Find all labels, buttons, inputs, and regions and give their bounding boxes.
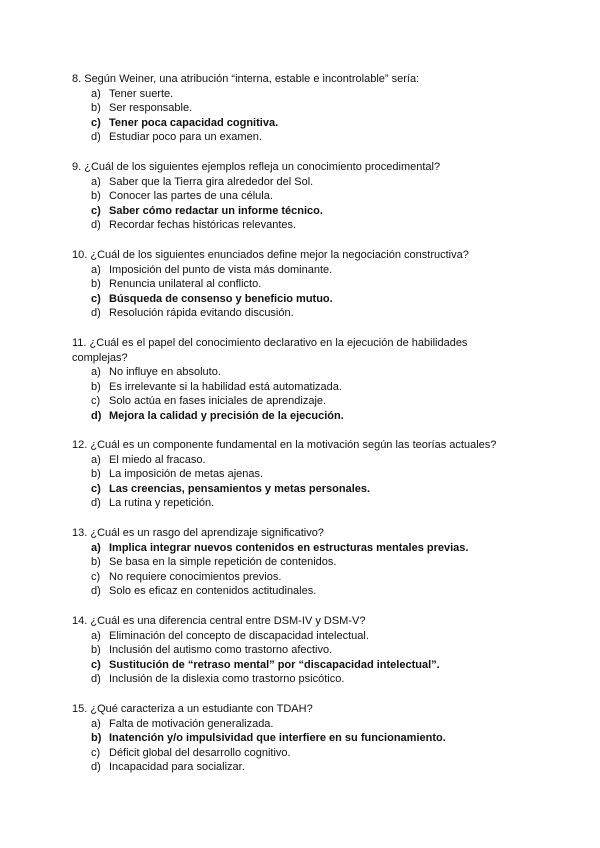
option-b — [72, 380, 512, 395]
option-b — [72, 643, 512, 658]
option-letter: d) — [91, 761, 101, 774]
option-text: Implica integrar nuevos contenidos en estructuras mentales previas. — [109, 541, 469, 554]
option-letter: b) — [91, 556, 101, 569]
option-a — [72, 365, 512, 380]
options-list — [72, 629, 512, 687]
option-letter: d) — [91, 585, 101, 598]
question-14 — [72, 614, 512, 687]
option-text: Inclusión de la dislexia como trastorno psicótico. — [109, 673, 345, 686]
option-letter: c) — [91, 116, 101, 129]
options-list — [72, 717, 512, 775]
option-text: Se basa en la simple repetición de contenidos. — [109, 556, 337, 569]
option-b — [72, 189, 512, 204]
option-text: Solo es eficaz en contenidos actitudinales. — [109, 585, 317, 598]
option-d-correct — [72, 409, 512, 424]
option-a — [72, 453, 512, 468]
option-c — [72, 746, 512, 761]
question-10 — [72, 248, 512, 321]
option-letter: b) — [91, 102, 101, 115]
option-d — [72, 672, 512, 687]
option-d — [72, 496, 512, 511]
question-text: 13. ¿Cuál es un rasgo del aprendizaje significativo? — [72, 527, 324, 539]
question-8 — [72, 72, 512, 145]
option-text: Saber cómo redactar un informe técnico. — [109, 204, 323, 217]
options-list — [72, 175, 512, 233]
question-9 — [72, 160, 512, 233]
question-text: 9. ¿Cuál de los siguientes ejemplos refleja un conocimiento procedimental? — [72, 161, 441, 173]
option-text: Mejora la calidad y precisión de la ejecución. — [109, 409, 344, 422]
option-b — [72, 277, 512, 292]
option-text: Falta de motivación generalizada. — [109, 717, 274, 730]
options-list — [72, 87, 512, 145]
option-letter: d) — [91, 497, 101, 510]
option-d — [72, 584, 512, 599]
option-letter: b) — [91, 278, 101, 291]
option-letter: a) — [91, 175, 101, 188]
option-text: Tener poca capacidad cognitiva. — [109, 116, 279, 129]
option-d — [72, 760, 512, 775]
option-letter: a) — [91, 263, 101, 276]
option-c-correct — [72, 292, 512, 307]
option-text: El miedo al fracaso. — [109, 453, 206, 466]
question-12 — [72, 438, 512, 511]
option-b — [72, 101, 512, 116]
option-text: Inatención y/o impulsividad que interfiere en su funcionamiento. — [109, 732, 446, 745]
option-letter: a) — [91, 629, 101, 642]
option-text: Renuncia unilateral al conflicto. — [109, 278, 262, 291]
option-text: Es irrelevante si la habilidad está automatizada. — [109, 380, 342, 393]
option-letter: c) — [91, 292, 101, 305]
option-letter: a) — [91, 366, 101, 379]
option-letter: b) — [91, 380, 101, 393]
option-b — [72, 467, 512, 482]
option-c — [72, 394, 512, 409]
option-letter: a) — [91, 717, 101, 730]
option-a — [72, 87, 512, 102]
option-text: La imposición de metas ajenas. — [109, 468, 264, 481]
option-d — [72, 130, 512, 145]
option-a — [72, 263, 512, 278]
question-text: 14. ¿Cuál es una diferencia central entre DSM-IV y DSM-V? — [72, 615, 366, 627]
option-text: Ser responsable. — [109, 102, 193, 115]
option-letter: a) — [91, 87, 101, 100]
option-c-correct — [72, 482, 512, 497]
option-letter: a) — [91, 541, 101, 554]
option-c — [72, 570, 512, 585]
option-letter: c) — [91, 395, 101, 408]
option-text: Inclusión del autismo como trastorno afectivo. — [109, 644, 333, 657]
option-text: Tener suerte. — [109, 87, 174, 100]
option-b-correct — [72, 731, 512, 746]
option-a — [72, 717, 512, 732]
option-text: Resolución rápida evitando discusión. — [109, 307, 294, 320]
option-text: Sustitución de “retraso mental” por “discapacidad intelectual”. — [109, 658, 440, 671]
option-text: Las creencias, pensamientos y metas personales. — [109, 482, 371, 495]
question-text: 12. ¿Cuál es un componente fundamental en la motivación según las teorías actuales? — [72, 439, 497, 451]
option-text: Solo actúa en fases iniciales de aprendizaje. — [109, 395, 327, 408]
option-text: Déficit global del desarrollo cognitivo. — [109, 746, 291, 759]
option-text: Saber que la Tierra gira alrededor del Sol. — [109, 175, 314, 188]
option-letter: c) — [91, 482, 101, 495]
question-15 — [72, 702, 512, 775]
option-letter: b) — [91, 644, 101, 657]
option-text: Eliminación del concepto de discapacidad intelectual. — [109, 629, 369, 642]
question-text: 15. ¿Qué caracteriza a un estudiante con TDAH? — [72, 703, 313, 715]
option-letter: d) — [91, 307, 101, 320]
options-list — [72, 365, 512, 423]
option-letter: d) — [91, 409, 102, 422]
option-text: Búsqueda de consenso y beneficio mutuo. — [109, 292, 333, 305]
option-text: Recordar fechas históricas relevantes. — [109, 219, 297, 232]
options-list — [72, 541, 512, 599]
option-a — [72, 175, 512, 190]
option-text: No requiere conocimientos previos. — [109, 570, 282, 583]
option-a — [72, 629, 512, 644]
question-13 — [72, 526, 512, 599]
option-a-correct — [72, 541, 512, 556]
question-text: 11. ¿Cuál es el papel del conocimiento declarativo en la ejecución de habilidades complejas? — [72, 337, 468, 364]
option-letter: a) — [91, 453, 101, 466]
option-letter: d) — [91, 131, 101, 144]
option-c-correct — [72, 204, 512, 219]
option-letter: d) — [91, 219, 101, 232]
option-letter: c) — [91, 204, 101, 217]
option-text: Estudiar poco para un examen. — [109, 131, 262, 144]
option-letter: b) — [91, 190, 101, 203]
option-text: Imposición del punto de vista más dominante. — [109, 263, 333, 276]
option-letter: b) — [91, 468, 101, 481]
option-letter: c) — [91, 570, 101, 583]
option-text: Incapacidad para socializar. — [109, 761, 245, 774]
question-11 — [72, 336, 512, 424]
option-letter: c) — [91, 746, 101, 759]
option-letter: b) — [91, 732, 102, 745]
question-text: 10. ¿Cuál de los siguientes enunciados define mejor la negociación constructiva? — [72, 249, 469, 261]
option-d — [72, 306, 512, 321]
question-text: 8. Según Weiner, una atribución “interna, estable e incontrolable” sería: — [72, 73, 420, 85]
option-text: La rutina y repetición. — [109, 497, 215, 510]
options-list — [72, 263, 512, 321]
option-c-correct — [72, 658, 512, 673]
option-b — [72, 555, 512, 570]
option-text: Conocer las partes de una célula. — [109, 190, 273, 203]
option-c-correct — [72, 116, 512, 131]
option-d — [72, 218, 512, 233]
options-list — [72, 453, 512, 511]
option-letter: d) — [91, 673, 101, 686]
option-text: No influye en absoluto. — [109, 366, 221, 379]
option-letter: c) — [91, 658, 101, 671]
